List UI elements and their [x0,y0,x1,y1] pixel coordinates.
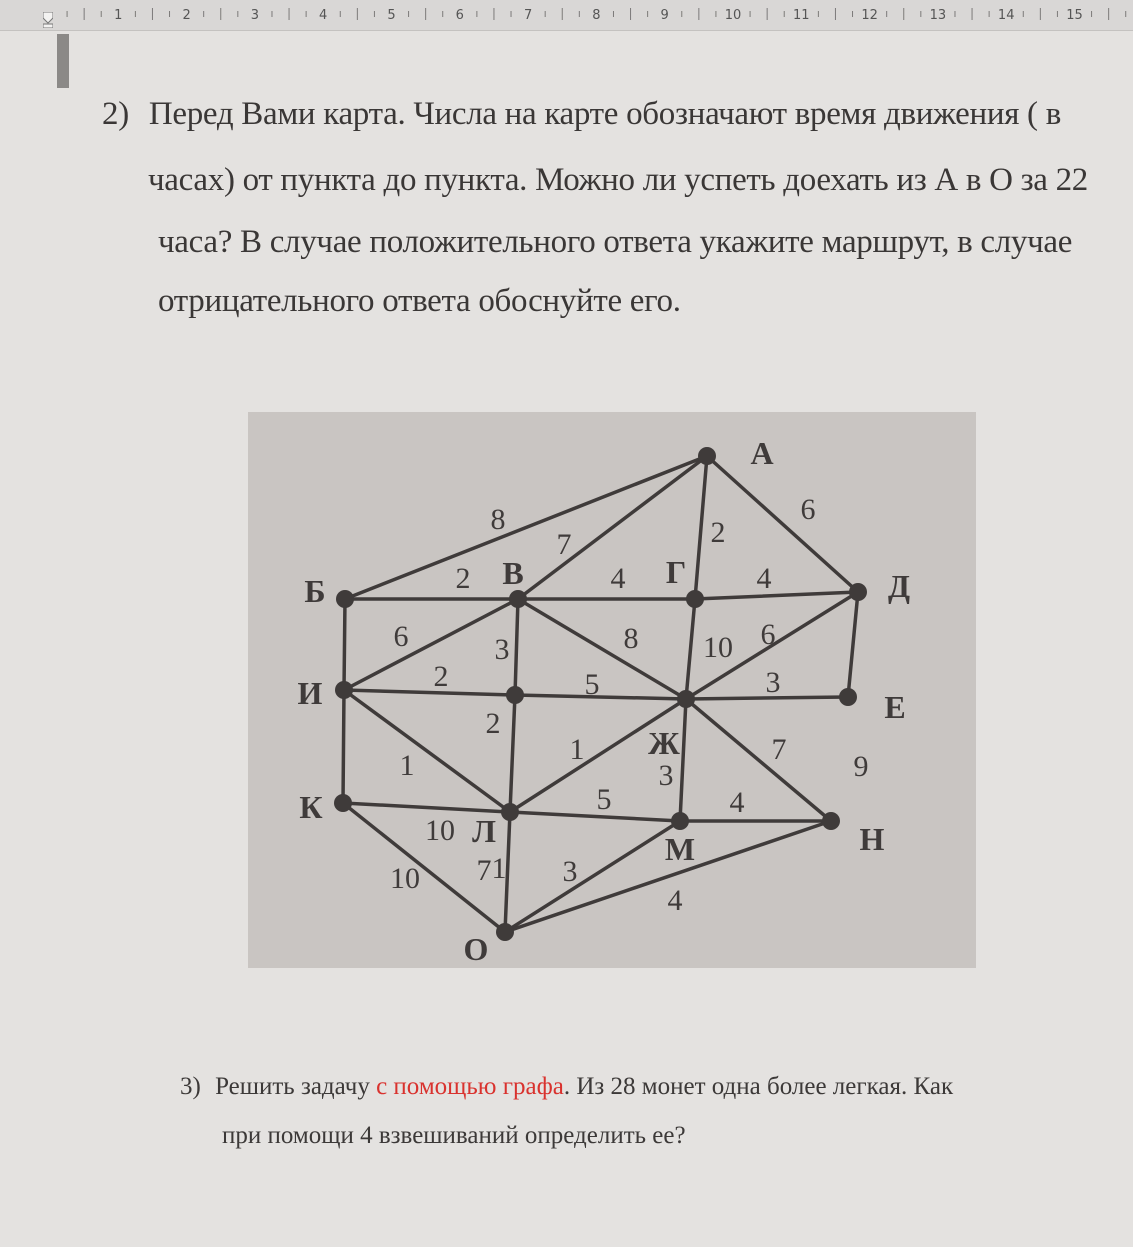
edge-weight-label: 1 [399,749,415,782]
ruler-number: 14 [997,8,1015,23]
edge-weight-label: 7 [771,733,787,766]
graph-edge [343,690,344,803]
ruler-number: 6 [455,8,464,23]
edge-weight-label: 5 [596,783,612,816]
edge-weight-label: 2 [433,660,449,693]
graph-edge [345,456,707,599]
ruler-number: 2 [182,8,191,23]
problem3-line1 [180,1074,953,1099]
edge-weight-label: 6 [800,493,816,526]
graph-edge [510,695,515,812]
map-figure [248,412,976,968]
graph-node-label: О [463,931,489,967]
problem3-highlight: с помощью графа [376,1073,564,1100]
problem3-line2: при помощи 4 взвешиваний определить ее? [222,1122,686,1149]
edge-weight-label: 10 [390,862,420,895]
graph-edge [344,599,345,690]
problem2-line3: часа? В случае положительного ответа укажите маршрут, в случае [158,224,1073,260]
edge-weight-label: 2 [710,516,726,549]
edge-weight-label: 3 [658,759,674,792]
graph-edge [344,599,518,690]
ruler-number: 12 [861,8,878,23]
edge-weight-label: 4 [756,562,772,595]
graph-edge [707,456,858,592]
graph-edge [343,803,510,812]
edge-weight-label: 1 [569,733,585,766]
graph-node-dot [686,590,704,608]
ruler-number: 9 [660,8,669,23]
graph-edge [695,592,858,599]
graph-node-label: А [750,435,774,471]
ruler-number: 8 [592,8,601,23]
graph-node-dot [839,688,857,706]
problem3-text-pre: Решить задачу [215,1073,377,1100]
problem2-line4: отрицательного ответа обоснуйте его. [158,283,681,319]
edge-weight-label: 2 [455,562,471,595]
problem2-line1 [102,98,1061,131]
problem2-number: 2) [102,96,129,132]
graph-edge [695,456,707,599]
ruler-scale [0,0,1133,30]
edge-weight-label: 4 [667,884,683,917]
edge-weight-label: 9 [853,750,869,783]
graph-node-label: В [502,555,524,591]
graph-node-dot [336,590,354,608]
graph-node-label: Е [884,689,906,725]
graph-edge [680,699,686,821]
graph-node-label: Л [472,813,496,849]
graph-node-label: Д [887,568,911,604]
edge-weight-label: 5 [584,668,600,701]
edge-weight-label: 7 [556,528,572,561]
graph-edge [344,690,515,695]
edge-weight-label: 4 [729,786,745,819]
graph-node-dot [671,812,689,830]
edge-weight-label: 8 [490,503,506,536]
graph-node-label: К [299,789,323,825]
graph-node-label: Н [859,821,885,857]
graph-edge [518,599,686,699]
ruler-number: 3 [250,8,260,23]
edge-weight-label: 3 [765,666,781,699]
problem2-line2: часах) от пункта до пункта. Можно ли успеть доехать из А в О за 22 [148,162,1089,198]
edge-weight-label: 7 [476,854,492,887]
graph-node-dot [496,923,514,941]
edge-weight-label: 4 [610,562,626,595]
graph-edge [515,695,686,699]
edge-weight-label: 8 [623,622,639,655]
graph-node-dot [677,690,695,708]
edge-weight-label: 3 [494,633,510,666]
ruler-number: 15 [1066,8,1083,23]
graph-edge [515,599,518,695]
graph-node-dot [698,447,716,465]
problem3-number: 3) [180,1073,201,1100]
ruler[interactable] [0,0,1133,31]
problem3-text-post: . Из 28 монет одна более легкая. Как [563,1073,954,1100]
graph-node-dot [501,803,519,821]
ruler-number: 7 [523,8,533,23]
problem2-text1: Перед Вами карта. Числа на карте обозначают время движения ( в [148,96,1061,132]
graph-node-label: Б [304,573,326,609]
graph-node-dot [506,686,524,704]
graph-node-dot [822,812,840,830]
edge-weight-label: 10 [703,631,733,664]
ruler-number: 11 [793,8,810,23]
indent-marker-icon[interactable] [43,12,53,28]
graph-node-dot [849,583,867,601]
ruler-number: 10 [724,8,742,23]
graph-node-label: Ж [648,725,680,761]
ruler-number: 4 [319,8,328,23]
scroll-marker[interactable] [57,34,69,88]
graph-node-dot [335,681,353,699]
graph-edge [848,592,858,697]
graph-node-label: М [664,831,696,867]
graph-edge [686,599,695,699]
graph-edge [510,812,680,821]
graph-edge [505,821,680,932]
edge-weight-label: 6 [393,620,409,653]
graph-node-dot [509,590,527,608]
edge-weight-label: 3 [562,855,578,888]
edge-weight-label: 10 [425,814,455,847]
ruler-number: 5 [387,8,396,23]
edge-weight-label: 2 [485,707,501,740]
route-graph [248,412,976,968]
graph-node-dot [334,794,352,812]
graph-edge [686,699,831,821]
ruler-number: 1 [114,8,123,23]
edge-weight-label: 1 [491,852,507,885]
edge-weight-label: 6 [760,618,776,651]
ruler-number: 13 [929,8,947,23]
graph-node-label: Г [665,554,687,590]
graph-node-label: И [297,675,323,711]
